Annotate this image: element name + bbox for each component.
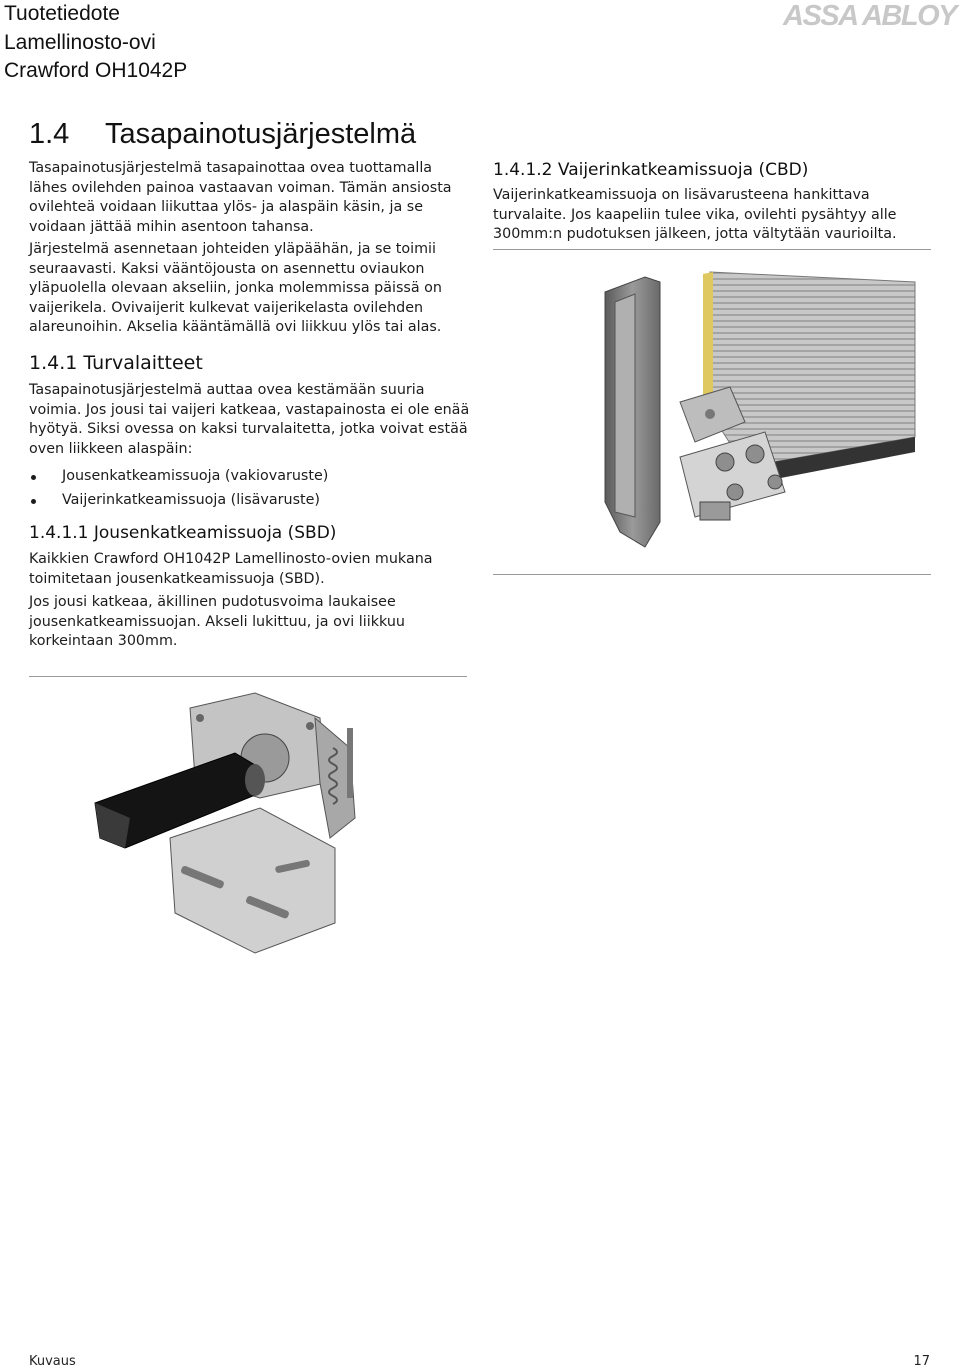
section-number: 1.4	[29, 118, 70, 150]
cable-break-device-image	[585, 262, 925, 562]
product-name: Crawford OH1042P	[4, 59, 188, 82]
doc-type: Tuotetiedote	[4, 2, 120, 25]
safety-paragraph: Tasapainotusjärjestelmä auttaa ovea kestämään suuria voimia. Jos jousi tai vaijeri katkeaa, vastapainosta ei ole enää hyötyä. Siksi ovessa on kaksi turvalaitetta, jotka voivat estää oven liikkeen alaspäin:	[29, 382, 470, 457]
divider	[29, 676, 467, 677]
sbd-paragraph-2: Jos jousi katkeaa, äkillinen pudotusvoima laukaisee jousenkatkeamissuojan. Akseli lukittuu, ja ovi liikkuu korkeintaan 300mm.	[29, 594, 405, 650]
system-paragraph: Järjestelmä asennetaan johteiden yläpäähän, ja se toimii seuraavasti. Kaksi vääntöjousta on asennettu oviaukon yläpuolella olevaan akseliin, jonka molemmissa päissä on vaijerikela. Ovivaijerit kulkevat vaijerikelasta ovilehden alareunoihin. Akselia kääntämällä ovi liikkuu ylös tai alas.	[29, 241, 442, 336]
cbd-heading: 1.4.1.2 Vaijerinkatkeamissuoja (CBD)	[493, 160, 809, 180]
section-title-text: Tasapainotusjärjestelmä	[105, 118, 417, 150]
spring-break-device-image	[85, 688, 395, 963]
sbd-heading: 1.4.1.1 Jousenkatkeamissuoja (SBD)	[29, 523, 337, 543]
divider	[493, 249, 931, 250]
brand-logo: ASSA ABLOY	[783, 0, 956, 32]
list-item: Vaijerinkatkeamissuoja (lisävaruste)	[31, 492, 451, 512]
intro-paragraph: Tasapainotusjärjestelmä tasapainottaa ovea tuottamalla lähes ovilehden painoa vastaavan voiman. Tämän ansiosta ovilehteä voidaan liikuttaa ylös- ja alaspäin käsin, ja se voidaan jättää mihin asentoon tahansa.	[29, 160, 452, 235]
document-header	[4, 0, 187, 86]
footer-section: Kuvaus	[29, 1354, 76, 1369]
product-category: Lamellinosto-ovi	[4, 30, 156, 54]
cbd-paragraph: Vaijerinkatkeamissuoja on lisävarusteena hankittava turvalaite. Jos kaapeliin tulee vika, ovilehti pysähtyy alle 300mm:n pudotuksen jälkeen, jotta vältytään vaurioilta.	[493, 187, 897, 243]
sbd-paragraph-1: Kaikkien Crawford OH1042P Lamellinosto-ovien mukana toimitetaan jousenkatkeamissuoja (SBD).	[29, 551, 433, 587]
bullet-icon	[31, 499, 36, 504]
list-item: Jousenkatkeamissuoja (vakiovaruste)	[31, 468, 451, 488]
divider	[493, 574, 931, 575]
safety-heading: 1.4.1 Turvalaitteet	[29, 352, 203, 374]
page-number: 17	[913, 1354, 930, 1369]
section-title	[29, 118, 416, 151]
bullet-icon	[31, 475, 36, 480]
